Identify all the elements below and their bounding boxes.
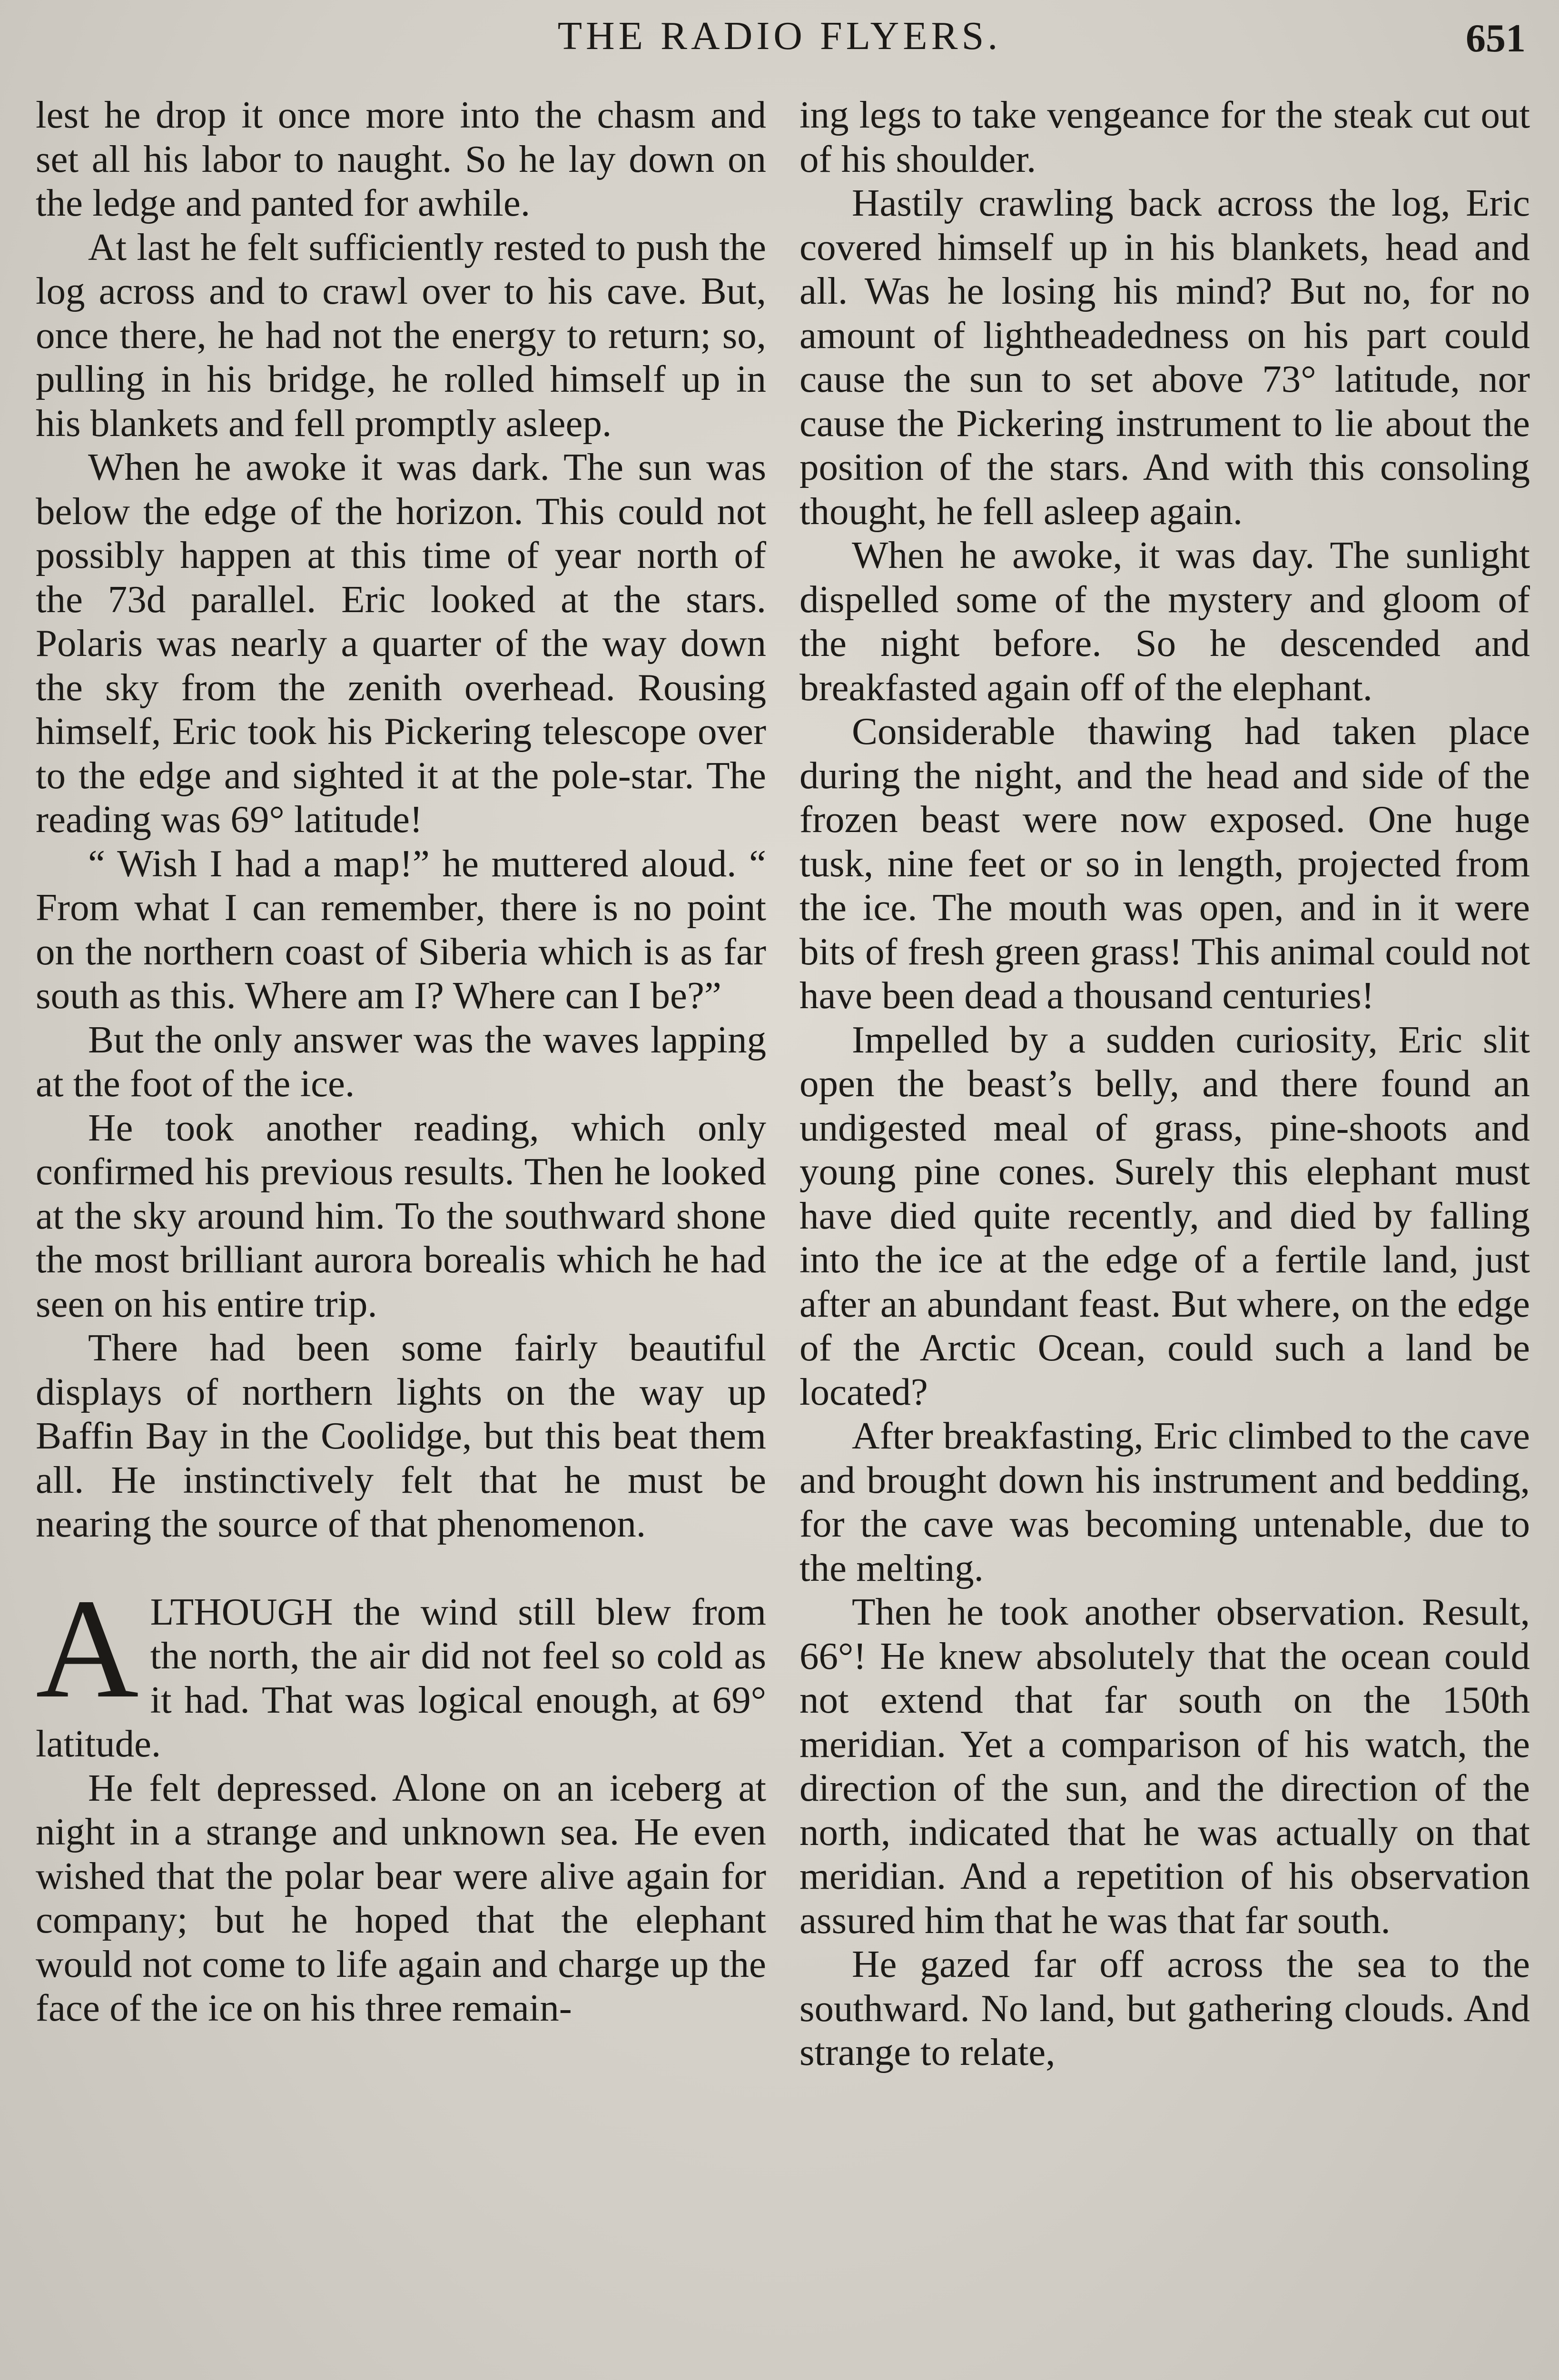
paragraph: After breakfasting, Eric climbed to the cave and brought down his instrument and bedding, for the cave was becoming untenable, due to the melting. [799, 1414, 1530, 1589]
dropcap-paragraph [36, 1569, 766, 1766]
paragraph: Then he took another observation. Result, 66°! He knew absolutely that the ocean could not extend that far south on the 150th meridian. Yet a comparison of his watch, the direction of the sun, and the direction of the north, indicated that he was actually on that meridian. And a repetition of his observation assured him that he was that far south. [799, 1590, 1530, 1942]
paragraph: “ Wish I had a map!” he muttered aloud. “ From what I can remember, there is no point on the northern coast of Siberia which is as far south as this. Where am I? Where can I be?” [36, 842, 766, 1017]
paragraph: At last he felt sufficiently rested to push the log across and to crawl over to his cave. But, once there, he had not the energy to return; so, pulling in his bridge, he rolled himself up in his blankets and fell promptly asleep. [36, 225, 766, 445]
section-break [36, 1546, 766, 1590]
drop-cap-letter: A [36, 1569, 139, 1727]
right-column [799, 93, 1530, 2074]
paragraph: There had been some fairly beautiful displays of northern lights on the way up Baffin Bay in the Coolidge, but this beat them all. He instinctively felt that he must be nearing the source of that phenomenon. [36, 1326, 766, 1545]
left-column [36, 93, 766, 2030]
paragraph: He took another reading, which only confirmed his previous results. Then he looked at the sky around him. To the southward shone the most brilliant aurora borealis which he had seen on his entire trip. [36, 1106, 766, 1325]
dropcap-paragraph-text: LTHOUGH the wind still blew from the north, the air did not feel so cold as it had. That was logical enough, at 69° latitude. [36, 1590, 766, 1765]
paragraph: Hastily crawling back across the log, Eric covered himself up in his blankets, head and all. Was he losing his mind? But no, for no amount of lightheadedness on his part could cause the sun to set above 73° latitude, nor cause the Pickering instrument to lie about the position of the stars. And with this consoling thought, he fell asleep again. [799, 181, 1530, 533]
paragraph: Considerable thawing had taken place during the night, and the head and side of the frozen beast were now exposed. One huge tusk, nine feet or so in length, projected from the ice. The mouth was open, and in it were bits of fresh green grass! This animal could not have been dead a thousand centuries! [799, 710, 1530, 1017]
paragraph: He gazed far off across the sea to the southward. No land, but gathering clouds. And strange to relate, [799, 1943, 1530, 2073]
paragraph: ing legs to take vengeance for the steak cut out of his shoulder. [799, 93, 1530, 180]
paragraph: But the only answer was the waves lapping at the foot of the ice. [36, 1018, 766, 1105]
paragraph: Impelled by a sudden curiosity, Eric slit open the beast’s belly, and there found an undigested meal of grass, pine-shoots and young pine cones. Surely this elephant must have died quite recently, and died by falling into the ice at the edge of a fertile land, just after an abundant feast. But where, on the edge of the Arctic Ocean, could such a land be located? [799, 1018, 1530, 1413]
paragraph: lest he drop it once more into the chasm and set all his labor to naught. So he lay down on the ledge and panted for awhile. [36, 93, 766, 224]
running-title: THE RADIO FLYERS. [557, 13, 1002, 58]
page-header [33, 10, 1526, 62]
paragraph: He felt depressed. Alone on an iceberg at night in a strange and unknown sea. He even wished that the polar bear were alive again for company; but he hoped that the elephant would not come to life again and charge up the face of the ice on his three remain- [36, 1766, 766, 2029]
paragraph: When he awoke it was dark. The sun was below the edge of the horizon. This could not possibly happen at this time of year north of the 73d parallel. Eric looked at the stars. Polaris was nearly a quarter of the way down the sky from the zenith overhead. Rousing himself, Eric took his Pickering telescope over to the edge and sighted it at the pole-star. The reading was 69° latitude! [36, 446, 766, 841]
paragraph: When he awoke, it was day. The sunlight dispelled some of the mystery and gloom of the night before. So he descended and breakfasted again off of the elephant. [799, 534, 1530, 709]
page-number: 651 [1466, 16, 1526, 60]
